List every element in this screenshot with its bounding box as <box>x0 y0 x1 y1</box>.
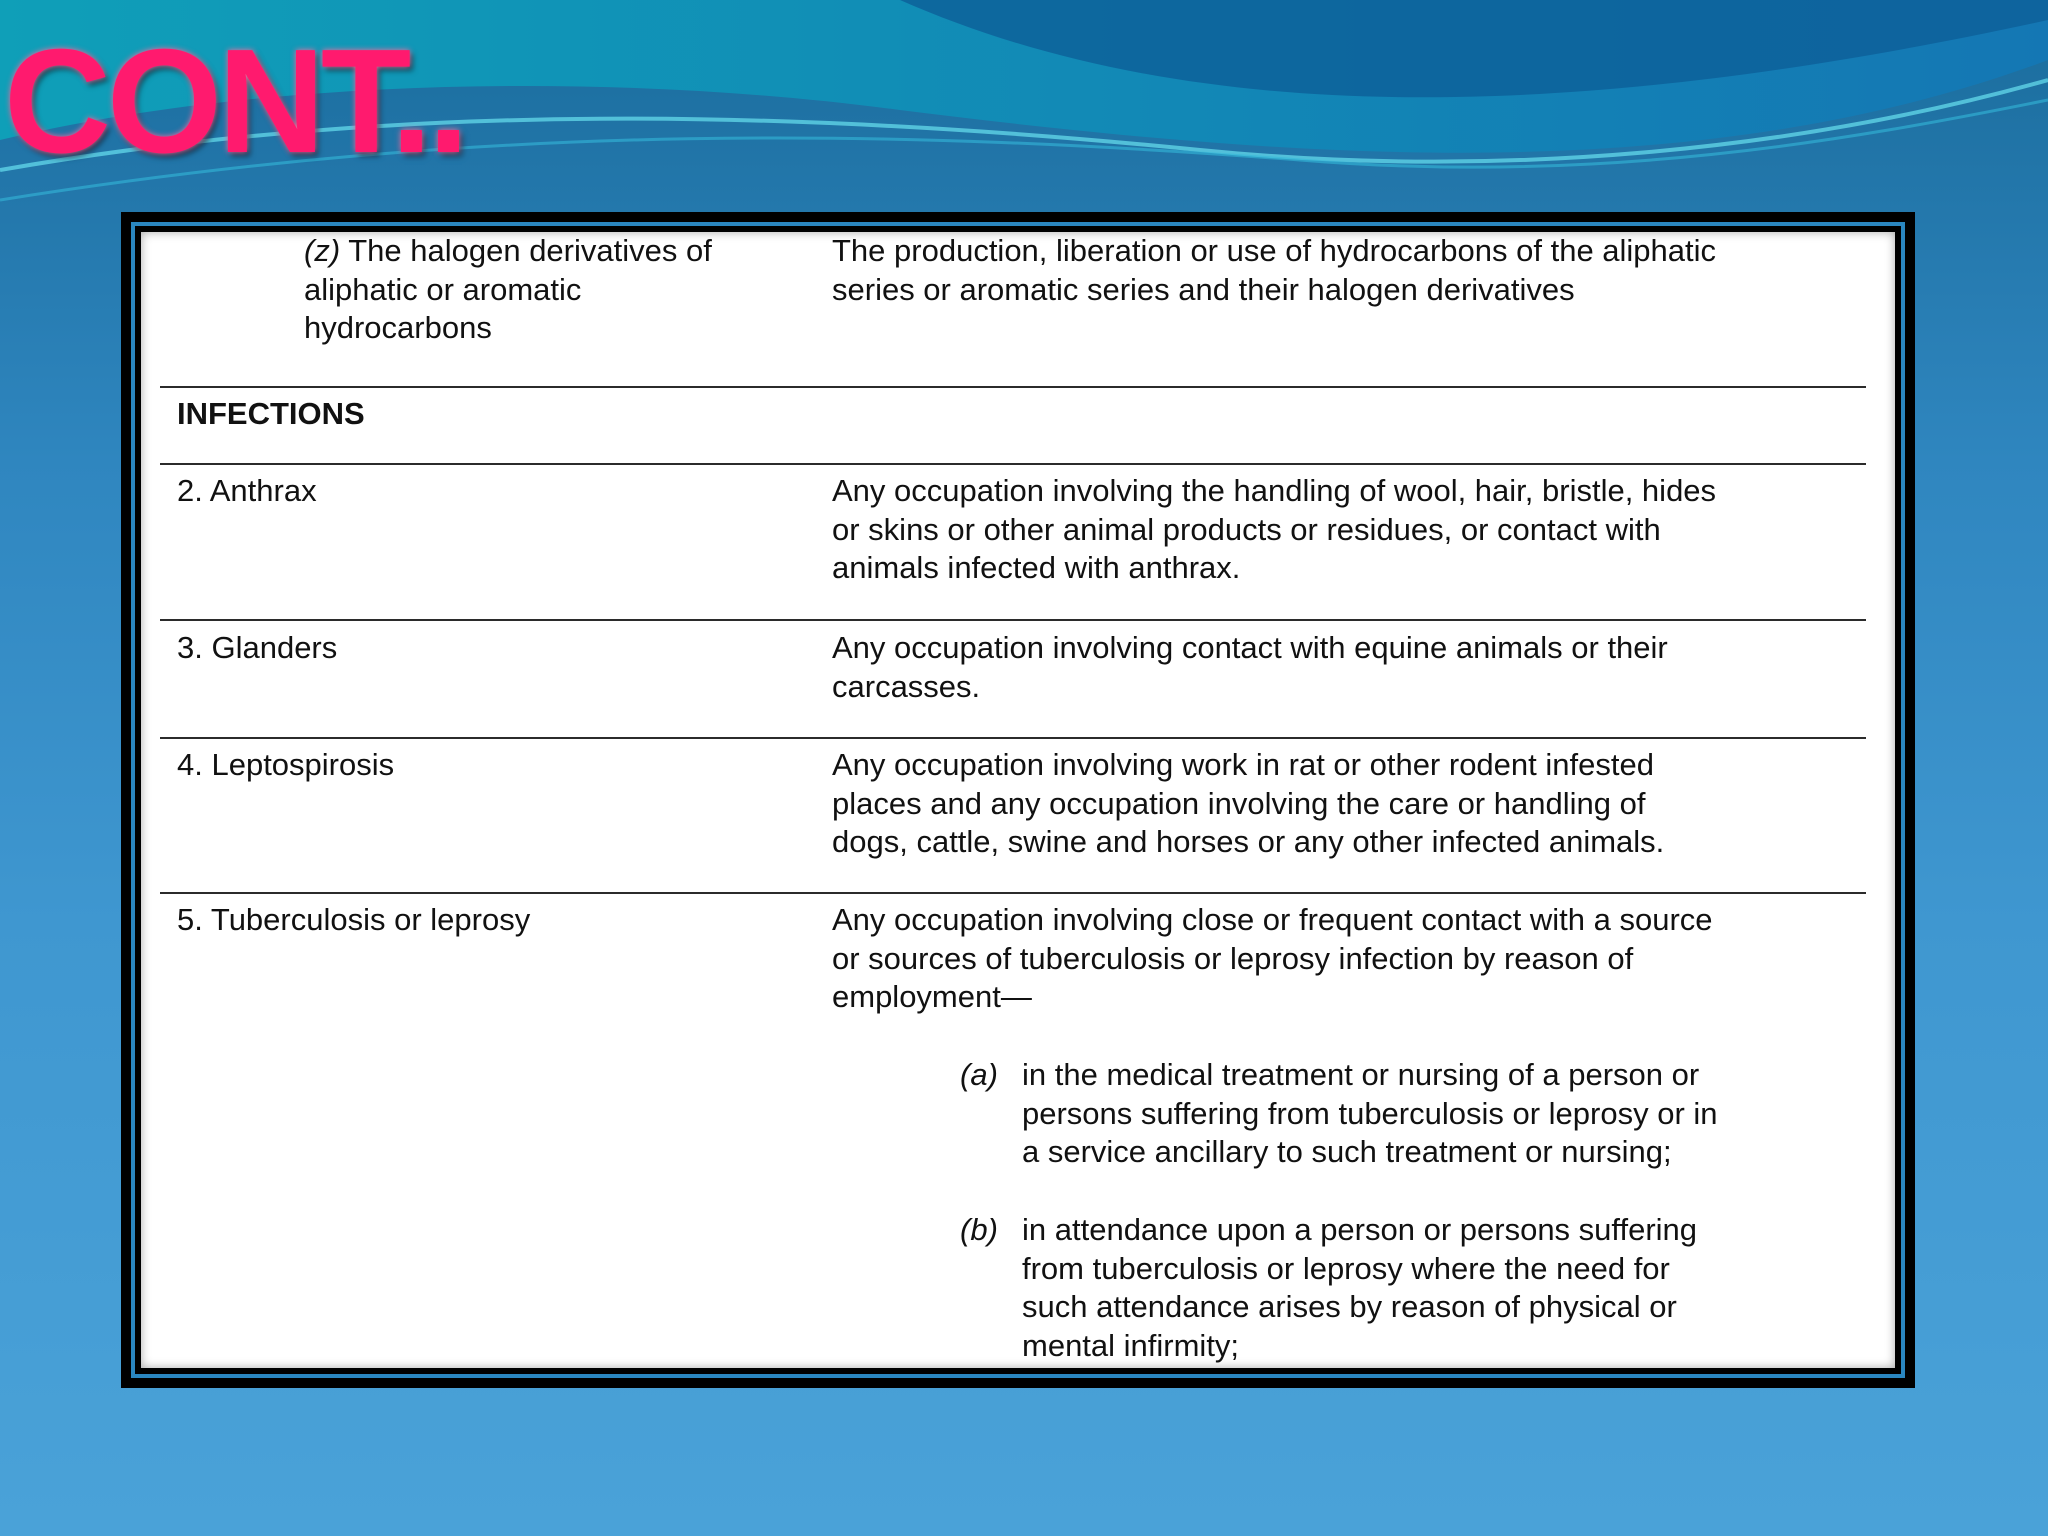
row-anthrax-description-line-2: or skins or other animal products or residues, or contact with <box>832 511 1661 547</box>
row-divider <box>160 892 1866 894</box>
slide-title: CONT.. <box>4 19 466 184</box>
subitem-b-line-2: from tuberculosis or leprosy where the need for <box>1022 1250 1670 1286</box>
row-z-label-line-1: The halogen derivatives of <box>348 233 712 268</box>
row-leptospirosis-description-line-2: places and any occupation involving the care or handling of <box>832 785 1646 821</box>
row-glanders-name: 3. Glanders <box>177 630 338 665</box>
document-frame-border <box>131 222 1905 1378</box>
row-z-label-line-3: hydrocarbons <box>304 310 492 345</box>
row-tuberculosis-description-line-2: or sources of tuberculosis or leprosy infection by reason of <box>832 940 1634 976</box>
row-tuberculosis-name: 5. Tuberculosis or leprosy <box>177 902 531 937</box>
subitem-b-line-1: in attendance upon a person or persons suffering <box>1022 1212 1698 1247</box>
row-divider <box>160 619 1866 621</box>
row-divider <box>160 737 1866 739</box>
row-tuberculosis-description <box>832 901 1872 1017</box>
row-anthrax-description-line-1: Any occupation involving the handling of wool, hair, bristle, hides <box>832 473 1717 508</box>
row-divider <box>160 386 1866 388</box>
subitem-b-marker: (b) <box>960 1212 998 1247</box>
row-z-description-line-1: The production, liberation or use of hydrocarbons of the aliphatic <box>832 233 1717 268</box>
row-anthrax-description-line-3: animals infected with anthrax. <box>832 550 1241 585</box>
subitem-a-text <box>1022 1056 1872 1172</box>
document-excerpt <box>141 232 1895 1368</box>
row-glanders-description <box>832 629 1872 706</box>
row-tuberculosis-description-line-1: Any occupation involving close or frequent contact with a source <box>832 902 1713 937</box>
row-glanders-description-line-1: Any occupation involving contact with equine animals or their <box>832 630 1668 665</box>
row-anthrax-name: 2. Anthrax <box>177 473 317 508</box>
row-tuberculosis-description-line-3: employment— <box>832 979 1032 1014</box>
row-z-description <box>832 232 1872 309</box>
row-z-marker: (z) <box>304 233 341 268</box>
row-leptospirosis-name: 4. Leptospirosis <box>177 747 395 782</box>
row-leptospirosis-description <box>832 746 1872 862</box>
row-z-description-line-2: series or aromatic series and their halogen derivatives <box>832 271 1575 307</box>
row-divider <box>160 463 1866 465</box>
row-anthrax-description <box>832 472 1872 588</box>
subitem-a-line-2: persons suffering from tuberculosis or leprosy or in <box>1022 1095 1718 1131</box>
subitem-b-line-3: such attendance arises by reason of physical or <box>1022 1289 1677 1324</box>
subitem-b-text <box>1022 1211 1872 1365</box>
subitem-b-line-4: mental infirmity; <box>1022 1327 1240 1363</box>
section-heading-infections: INFECTIONS <box>177 396 365 431</box>
row-glanders-description-line-2: carcasses. <box>832 668 981 704</box>
subitem-a-marker: (a) <box>960 1057 998 1092</box>
subitem-a-line-1: in the medical treatment or nursing of a person or <box>1022 1057 1700 1092</box>
row-z-label-line-2: aliphatic or aromatic <box>304 271 582 307</box>
row-z-label <box>304 232 774 348</box>
subitem-a-line-3: a service ancillary to such treatment or nursing; <box>1022 1134 1672 1169</box>
document-frame <box>121 212 1915 1388</box>
row-leptospirosis-description-line-1: Any occupation involving work in rat or other rodent infested <box>832 747 1654 782</box>
row-leptospirosis-description-line-3: dogs, cattle, swine and horses or any other infected animals. <box>832 824 1665 859</box>
